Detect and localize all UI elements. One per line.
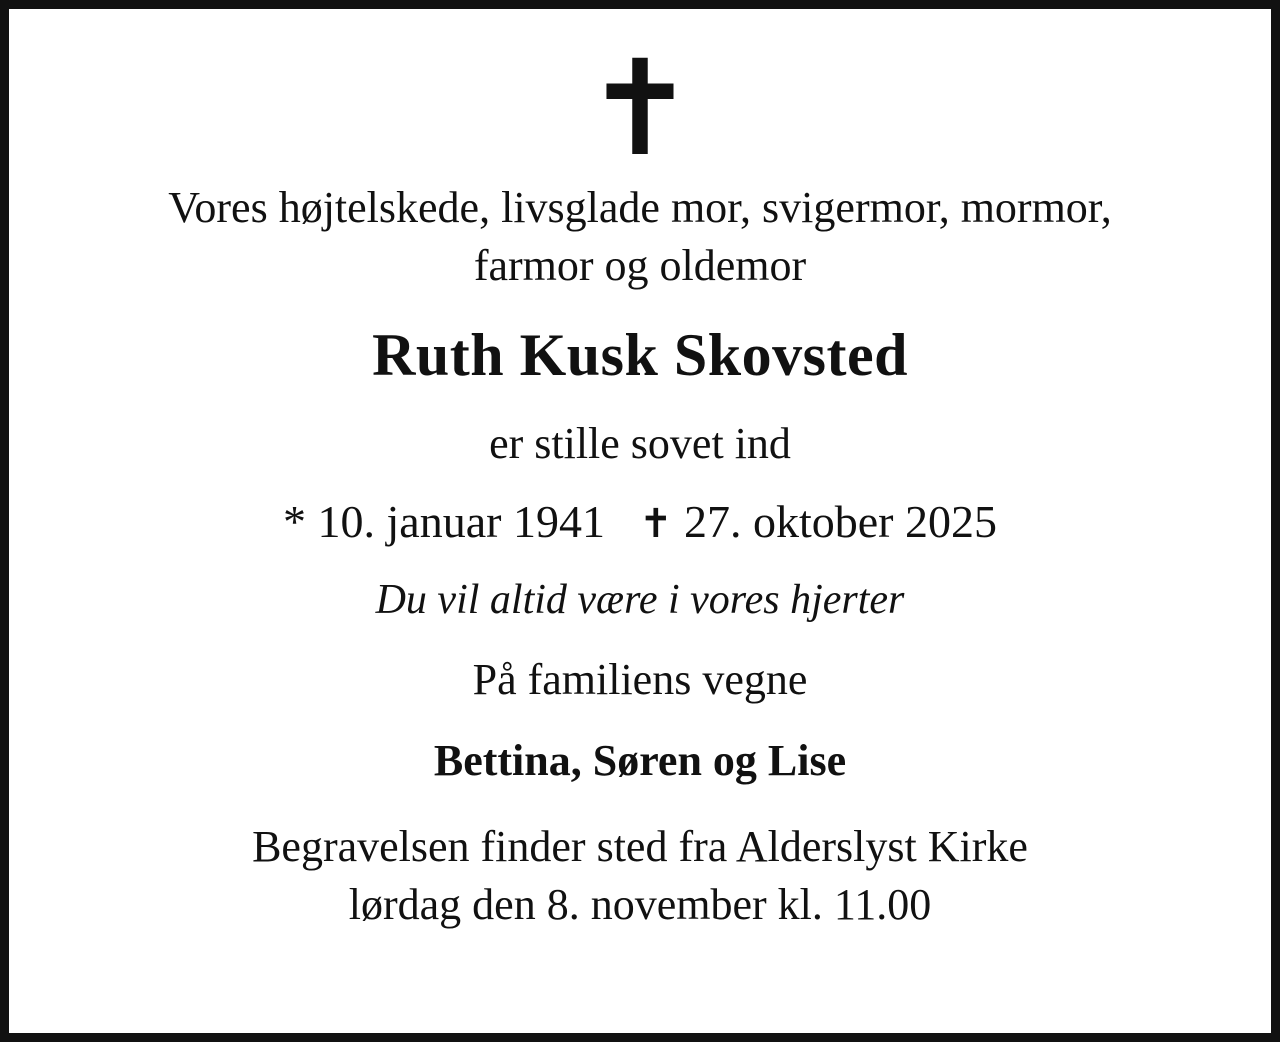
birth-date: 10. januar 1941 (317, 496, 605, 548)
passing-text: er stille sovet ind (489, 419, 791, 469)
death-cross-icon: ✝ (638, 501, 673, 548)
cross-icon: ✝ (584, 32, 696, 186)
epitaph-text: Du vil altid være i vores hjerter (375, 577, 905, 624)
signers-text: Bettina, Søren og Lise (433, 736, 847, 786)
funeral-time-line: lørdag den 8. november kl. 11.00 (348, 879, 932, 929)
funeral-location-line: Begravelsen finder sted fra Alderslyst Kirke (252, 822, 1028, 872)
life-dates (283, 495, 997, 548)
birth-symbol: * (283, 496, 307, 548)
intro-text: Vores højtelskede, livsglade mor, svigermor, mormor, farmor og oldemor (168, 183, 1112, 291)
funeral-details (252, 818, 1028, 932)
behalf-text: På familiens vegne (472, 655, 808, 705)
death-date: 27. oktober 2025 (683, 496, 997, 548)
deceased-name: Ruth Kusk Skovsted (372, 322, 908, 389)
